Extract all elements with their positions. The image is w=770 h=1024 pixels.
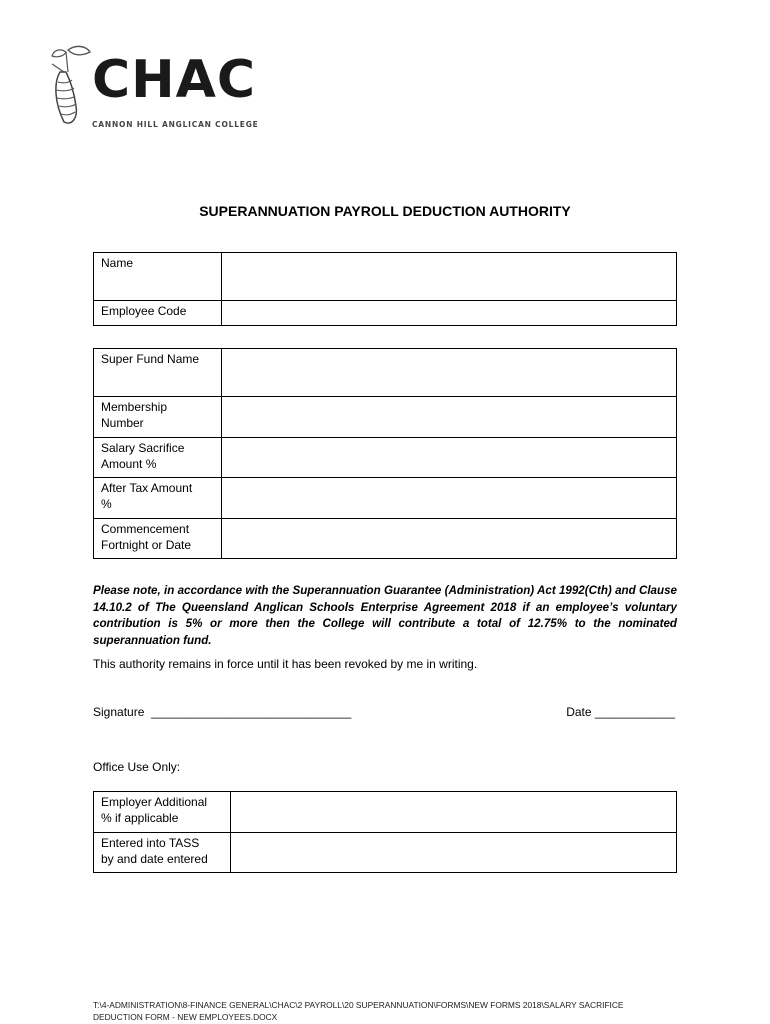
membership-number-field[interactable] <box>222 397 677 438</box>
label-line: Number <box>101 416 144 430</box>
label-line: Amount % <box>101 457 157 471</box>
name-field[interactable] <box>222 253 677 301</box>
employee-code-label: Employee Code <box>94 301 222 326</box>
table-row <box>94 397 677 438</box>
leaf-crest-icon <box>46 42 92 134</box>
label-line: Employer Additional <box>101 795 208 809</box>
footer-line: T:\4-ADMINISTRATION\8-FINANCE GENERAL\CHAC\2 PAYROLL\20 SUPERANNUATION\FORMS\NEW FORMS 2018\SALARY SACRIFICE <box>93 1000 624 1010</box>
name-label: Name <box>94 253 222 301</box>
tass-entry-field[interactable] <box>231 833 677 873</box>
table-row <box>94 792 677 833</box>
employee-code-field[interactable] <box>222 301 677 326</box>
table-row <box>94 519 677 559</box>
employer-additional-label <box>94 792 231 833</box>
label-line: Commencement <box>101 522 190 536</box>
label-line: Membership <box>101 400 168 414</box>
label-line: % if applicable <box>101 811 179 825</box>
tass-entry-label <box>94 833 231 873</box>
signature-field[interactable] <box>93 705 351 719</box>
table-row <box>94 253 677 301</box>
office-use-heading: Office Use Only: <box>93 760 181 774</box>
date-label: Date <box>566 705 592 719</box>
employee-details-table <box>93 252 677 326</box>
employer-additional-field[interactable] <box>231 792 677 833</box>
salary-sacrifice-field[interactable] <box>222 438 677 478</box>
super-fund-name-field[interactable] <box>222 349 677 397</box>
label-line: % <box>101 497 112 511</box>
super-fund-name-label: Super Fund Name <box>94 349 222 397</box>
commencement-field[interactable] <box>222 519 677 559</box>
label-line: Salary Sacrifice <box>101 441 185 455</box>
college-logo <box>46 42 276 134</box>
file-path-footer <box>93 999 693 1023</box>
table-row <box>94 833 677 873</box>
logo-wordmark: CHAC <box>92 50 257 110</box>
salary-sacrifice-label <box>94 438 222 478</box>
date-field[interactable] <box>566 705 675 719</box>
authority-text: This authority remains in force until it has been revoked by me in writing. <box>93 657 478 671</box>
table-row <box>94 438 677 478</box>
table-row <box>94 349 677 397</box>
guarantee-note: Please note, in accordance with the Superannuation Guarantee (Administration) Act 1992(Cth) and Clause 14.10.2 of The Queensland Anglican Schools Enterprise Agreement 2018 if an employee’s voluntary contribution is 5% or more then the College will contribute a total of 12.75% to the nominated superannuation fund. <box>93 584 677 647</box>
date-line[interactable]: ____________ <box>594 705 675 719</box>
footer-line: DEDUCTION FORM - NEW EMPLOYEES.DOCX <box>93 1012 278 1022</box>
logo-subtitle: CANNON HILL ANGLICAN COLLEGE <box>92 120 259 129</box>
label-line: Entered into TASS <box>101 836 200 850</box>
signature-line[interactable]: ______________________________ <box>151 705 352 719</box>
form-title: SUPERANNUATION PAYROLL DEDUCTION AUTHORITY <box>199 203 571 219</box>
signature-label: Signature <box>93 705 145 719</box>
label-line: After Tax Amount <box>101 481 193 495</box>
super-fund-table <box>93 348 677 559</box>
membership-number-label <box>94 397 222 438</box>
label-line: by and date entered <box>101 852 208 866</box>
commencement-label <box>94 519 222 559</box>
table-row <box>94 478 677 519</box>
after-tax-amount-label <box>94 478 222 519</box>
after-tax-amount-field[interactable] <box>222 478 677 519</box>
label-line: Fortnight or Date <box>101 538 192 552</box>
table-row <box>94 301 677 326</box>
office-use-table <box>93 791 677 873</box>
